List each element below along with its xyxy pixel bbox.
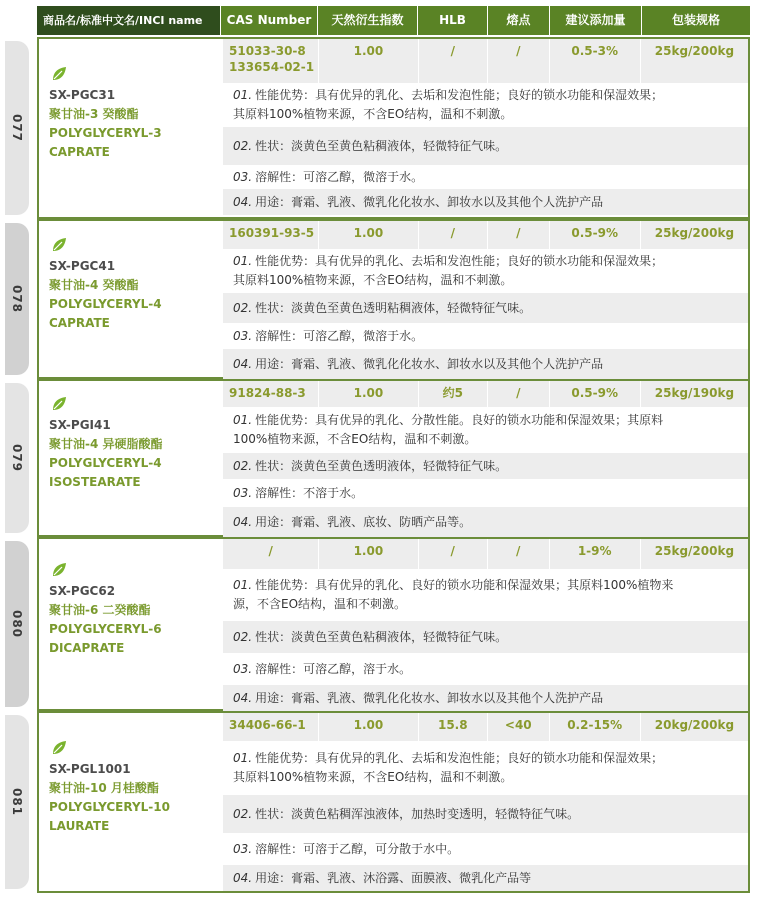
detail-text: 性状：淡黄色至黄色透明液体，轻微特征气味。 [255,459,508,473]
detail-text: 源，不含EO结构，温和不刺激。 [233,597,407,611]
product-inci-name: POLYGLYCERYL-10 [49,800,170,814]
detail-number: 01. [233,254,253,268]
natural-index-value-text: 1.00 [353,44,384,58]
detail-text: 性状：淡黄色至黄色透明粘稠液体，轻微特征气味。 [255,301,532,315]
hlb-value [419,713,488,741]
header-name: 商品名/标准中文名/INCI name [37,6,221,35]
cas-number [223,539,319,569]
detail-row [223,795,748,833]
product-inci-name: CAPRATE [49,316,110,330]
header-natural-index: 天然衍生指数 [318,6,418,35]
detail-row [223,165,748,189]
product-block [37,219,750,379]
header-packaging: 包装规格 [671,13,720,27]
product-block [37,379,750,537]
natural-index-value [319,713,418,741]
product-index-tab [5,383,29,533]
product-chinese-name: 聚甘油-10 月桂酸酯 [49,781,159,795]
natural-index-value-text: 1.00 [353,718,384,732]
detail-text: 溶解性：可溶乙醇，微溶于水。 [255,170,424,184]
detail-number: 02. [233,301,253,315]
natural-index-value-text: 1.00 [353,226,384,240]
detail-number: 02. [233,807,253,821]
detail-number: 03. [233,662,253,676]
hlb-value-text: 约5 [442,386,463,400]
product-name-cell [39,39,223,217]
header-hlb: HLB [418,6,488,35]
product-index-tab [5,715,29,889]
leaf-icon [51,740,67,756]
header-melting-point: 熔点 [488,6,550,35]
packaging-value [641,539,748,569]
header-cas: CAS Number [221,6,318,35]
detail-number: 04. [233,357,253,371]
detail-number: 04. [233,691,253,705]
packaging-value-text: 25kg/200kg [654,544,735,558]
cas-line: 160391-93-5 [229,226,315,240]
detail-row [223,453,748,479]
product-inci-name: POLYGLYCERYL-6 [49,622,162,636]
detail-number: 01. [233,88,253,102]
detail-text: 溶解性：不溶于水。 [255,486,364,500]
melting-point-value [488,539,550,569]
table-header [37,6,750,35]
natural-index-value [319,539,418,569]
natural-index-value [319,381,418,407]
product-index: 077 [10,113,24,143]
dosage-value-text: 0.5-9% [571,226,618,240]
leaf-icon [51,237,67,253]
dosage-value-text: 0.5-9% [571,386,618,400]
detail-row [223,833,748,865]
cas-line: 51033-30-8 [229,44,306,58]
product-name-cell [39,221,223,377]
product-code: SX-PGI41 [49,418,111,432]
packaging-value-text: 20kg/200kg [654,718,735,732]
product-chinese-name: 聚甘油-6 二癸酸酯 [49,603,151,617]
packaging-value-text: 25kg/200kg [654,226,735,240]
product-code: SX-PGC62 [49,584,116,598]
product-inci-name: CAPRATE [49,145,110,159]
detail-row [223,653,748,685]
dosage-value [550,39,641,83]
product-index: 079 [10,443,24,473]
cas-number [223,713,319,741]
detail-row [223,189,748,215]
product-index: 081 [10,787,24,817]
leaf-icon [51,396,67,412]
product-chinese-name: 聚甘油-4 癸酸酯 [49,278,139,292]
product-inci-name: POLYGLYCERYL-4 [49,297,162,311]
hlb-value [419,39,488,83]
detail-number: 01. [233,413,253,427]
detail-number: 02. [233,459,253,473]
hlb-value-text: 15.8 [437,718,468,732]
detail-text: 性能优势：具有优异的乳化、去垢和发泡性能；良好的锁水功能和保湿效果； [255,254,664,268]
dosage-value-text: 1-9% [577,544,612,558]
hlb-value-text: / [450,544,455,558]
detail-text: 用途：膏霜、乳液、底妆、防晒产品等。 [255,515,472,529]
product-chinese-name: 聚甘油-3 癸酸酯 [49,107,139,121]
product-inci-name: DICAPRATE [49,641,125,655]
dosage-value [550,713,641,741]
detail-text: 溶解性：可溶乙醇，溶于水。 [255,662,412,676]
detail-text: 其原料100%植物来源，不含EO结构，温和不刺激。 [233,273,513,287]
detail-row [223,349,748,379]
detail-text: 溶解性：可溶乙醇，微溶于水。 [255,329,424,343]
product-name-cell [39,713,223,891]
detail-number: 04. [233,195,253,209]
cas-number [223,221,319,249]
packaging-value [641,381,748,407]
detail-row [223,249,748,293]
packaging-value [641,713,748,741]
natural-index-value [319,221,418,249]
product-index: 078 [10,284,24,314]
melting-point-value-text: / [516,386,521,400]
detail-text: 性状：淡黄色至黄色粘稠液体，轻微特征气味。 [255,630,508,644]
hlb-value [419,539,488,569]
detail-text: 用途：膏霜、乳液、微乳化化妆水、卸妆水以及其他个人洗护产品 [255,357,604,371]
detail-number: 04. [233,515,253,529]
detail-row [223,127,748,165]
detail-row [223,293,748,323]
packaging-value-text: 25kg/200kg [654,44,735,58]
melting-point-value [488,381,550,407]
cas-line: 34406-66-1 [229,718,306,732]
dosage-value [550,539,641,569]
detail-number: 02. [233,630,253,644]
melting-point-value [488,713,550,741]
product-name-cell [39,381,223,535]
cas-number [223,381,319,407]
hlb-value [419,381,488,407]
spec-row [223,221,748,249]
detail-row [223,479,748,507]
detail-text: 性状：淡黄色至黄色粘稠液体，轻微特征气味。 [255,139,508,153]
dosage-value-text: 0.2-15% [567,718,623,732]
detail-row [223,865,748,891]
spec-row [223,381,748,407]
cas-number [223,39,319,83]
dosage-value [550,221,641,249]
detail-text: 性能优势：具有优异的乳化、良好的锁水功能和保湿效果；其原料100%植物来 [255,578,674,592]
spec-row [223,713,748,741]
product-code: SX-PGC41 [49,259,116,273]
product-index-tab [5,41,29,215]
detail-text: 溶解性：可溶于乙醇，可分散于水中。 [255,842,460,856]
product-chinese-name: 聚甘油-4 异硬脂酸酯 [49,437,163,451]
detail-row [223,685,748,711]
product-name-cell [39,539,223,709]
detail-number: 03. [233,329,253,343]
melting-point-value-text: / [516,226,521,240]
packaging-value [641,39,748,83]
product-code: SX-PGL1001 [49,762,131,776]
product-inci-name: ISOSTEARATE [49,475,141,489]
packaging-value [641,221,748,249]
detail-text: 性状：淡黄色粘稠浑浊液体，加热时变透明，轻微特征气味。 [255,807,580,821]
dosage-value [550,381,641,407]
detail-number: 04. [233,871,253,885]
detail-text: 用途：膏霜、乳液、沐浴露、面膜液、微乳化产品等 [255,871,532,885]
cas-line: 133654-02-1 [229,60,315,74]
leaf-icon [51,66,67,82]
dosage-value-text: 0.5-3% [571,44,618,58]
detail-row [223,569,748,621]
melting-point-value-text: <40 [504,718,532,732]
melting-point-value [488,39,550,83]
detail-number: 03. [233,842,253,856]
header-dosage: 建议添加量 [550,6,642,35]
melting-point-value [488,221,550,249]
detail-number: 02. [233,139,253,153]
packaging-value-text: 25kg/190kg [654,386,735,400]
spec-row [223,39,748,83]
natural-index-value-text: 1.00 [353,386,384,400]
hlb-value [419,221,488,249]
detail-number: 01. [233,751,253,765]
leaf-icon [51,562,67,578]
detail-text: 用途：膏霜、乳液、微乳化化妆水、卸妆水以及其他个人洗护产品 [255,691,604,705]
melting-point-value-text: / [516,544,521,558]
detail-number: 03. [233,170,253,184]
product-inci-name: POLYGLYCERYL-3 [49,126,162,140]
detail-text: 100%植物来源，不含EO结构，温和不刺激。 [233,432,477,446]
product-index: 080 [10,609,24,639]
detail-row [223,407,748,453]
product-block [37,711,750,893]
detail-row [223,323,748,349]
hlb-value-text: / [450,44,455,58]
detail-text: 性能优势：具有优异的乳化、分散性能。良好的锁水功能和保湿效果；其原料 [255,413,664,427]
detail-text: 其原料100%植物来源，不含EO结构，温和不刺激。 [233,107,513,121]
detail-row [223,741,748,795]
detail-row [223,507,748,537]
natural-index-value [319,39,418,83]
melting-point-value-text: / [516,44,521,58]
detail-text: 性能优势：具有优异的乳化、去垢和发泡性能；良好的锁水功能和保湿效果； [255,88,664,102]
product-block [37,37,750,219]
detail-text: 其原料100%植物来源，不含EO结构，温和不刺激。 [233,770,513,784]
detail-row [223,621,748,653]
cas-line: 91824-88-3 [229,386,306,400]
detail-text: 用途：膏霜、乳液、微乳化化妆水、卸妆水以及其他个人洗护产品 [255,195,604,209]
detail-number: 01. [233,578,253,592]
detail-text: 性能优势：具有优异的乳化、去垢和发泡性能；良好的锁水功能和保湿效果； [255,751,664,765]
product-inci-name: LAURATE [49,819,110,833]
cas-line: / [268,544,273,558]
spec-row [223,539,748,569]
detail-number: 03. [233,486,253,500]
product-index-tab [5,223,29,375]
product-block [37,537,750,711]
product-code: SX-PGC31 [49,88,116,102]
detail-row [223,83,748,127]
product-index-tab [5,541,29,707]
hlb-value-text: / [450,226,455,240]
product-inci-name: POLYGLYCERYL-4 [49,456,162,470]
natural-index-value-text: 1.00 [353,544,384,558]
